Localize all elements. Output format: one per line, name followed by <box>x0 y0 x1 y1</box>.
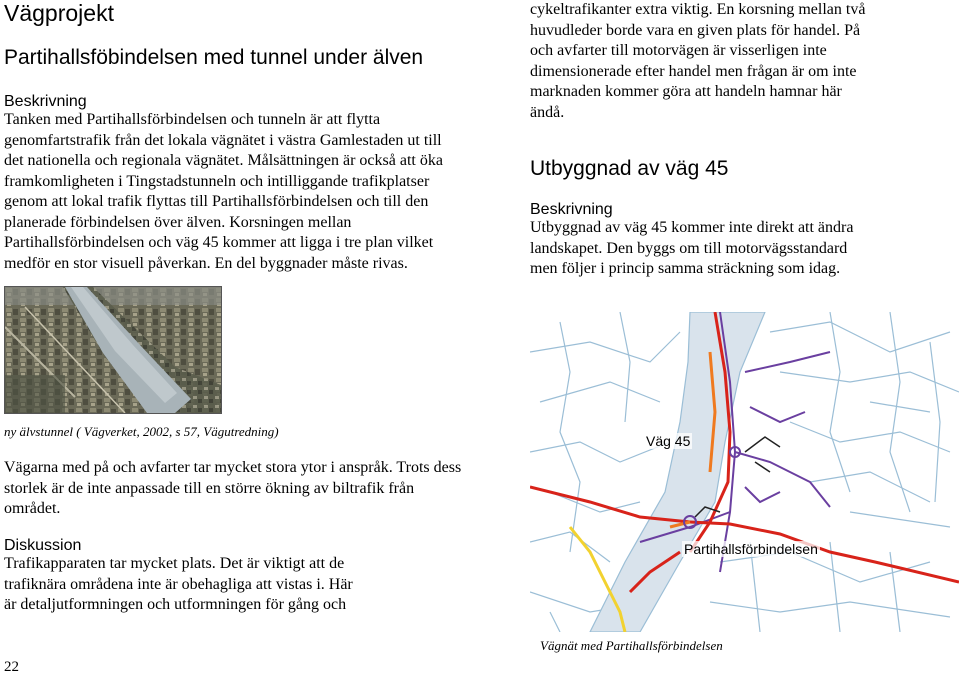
text-line: genomfartstrafik från det lokala vägnätet i västra Gamlestaden ut till <box>4 131 442 149</box>
page-number: 22 <box>4 659 19 675</box>
road-network-map <box>530 312 959 632</box>
text-line: Vägarna med på och avfarter tar mycket stora ytor i anspråk. Trots dess <box>4 459 462 476</box>
road-network-map-image <box>530 312 959 632</box>
section-heading-beskrivning-1: Beskrivning <box>4 93 87 110</box>
paragraph-ramps <box>4 458 494 520</box>
text-line: cykeltrafikanter extra viktig. En korsning mellan två <box>530 1 866 18</box>
text-line: storlek är de inte anpassade till en större ökning av biltrafik från <box>4 479 415 497</box>
text-line: marknaden kommer göra att handeln hamnar här <box>530 83 842 100</box>
text-line: huvudleder borde vara en given plats för handel. På <box>530 21 861 39</box>
text-line: framkomligheten i Tingstadstunneln och intilliggande trafikplatser <box>4 172 430 190</box>
continued-paragraph <box>530 0 950 123</box>
photo-caption: ny älvstunnel ( Vägverket, 2002, s 57, Vägutredning) <box>4 424 279 439</box>
text-line: är detaljutformningen och utformningen för gång och <box>4 596 347 613</box>
text-line: men följer i princip samma sträckning som idag. <box>530 260 841 277</box>
text-line: medför en stor visuell påverkan. En del byggnader måste rivas. <box>4 254 408 272</box>
text-line: området. <box>4 500 61 517</box>
section-heading-diskussion: Diskussion <box>4 537 82 554</box>
text-line: dimensionerade efter handel men frågan är om inte <box>530 62 857 80</box>
aerial-photo <box>4 286 222 414</box>
text-line: planerade förbindelsen över älven. Korsningen mellan <box>4 213 352 231</box>
text-line: genom att lokal trafik flyttas till Partihallsförbindelsen och till den <box>4 193 429 210</box>
map-label-partihallsforbindelsen: Partihallsförbindelsen <box>684 541 818 557</box>
text-line: Tanken med Partihallsförbindelsen och tunneln är att flytta <box>4 111 381 128</box>
text-line: Partihallsförbindelsen och väg 45 kommer att ligga i tre plan vilket <box>4 234 434 251</box>
text-line: ändå. <box>530 103 565 121</box>
text-line: Trafikapparaten tar mycket plats. Det är viktigt att de <box>4 555 345 572</box>
text-line: och avfarter till motorvägen är visserligen inte <box>530 42 827 59</box>
discussion-paragraph <box>4 554 474 616</box>
text-line: landskapet. Den byggs om till motorvägsstandard <box>530 239 848 257</box>
text-line: trafiknära områdena inte är obehagliga att vistas i. Här <box>4 575 353 593</box>
section-title-partihall: Partihallsföbindelsen med tunnel under älven <box>4 46 424 69</box>
description-paragraph-2 <box>530 218 950 280</box>
map-label-vag45: Väg 45 <box>646 433 691 449</box>
section-title-vag45: Utbyggnad av väg 45 <box>530 157 729 180</box>
text-line: Utbyggnad av väg 45 kommer inte direkt att ändra <box>530 219 854 236</box>
section-heading-beskrivning-2: Beskrivning <box>530 201 613 218</box>
description-paragraph-1 <box>4 110 474 274</box>
text-line: det nationella och regionala vägnätet. Målsättningen är också att öka <box>4 152 443 169</box>
page-header: Vägprojekt <box>4 0 114 26</box>
aerial-photo-image <box>5 287 221 413</box>
map-caption: Vägnät med Partihallsförbindelsen <box>540 638 723 653</box>
